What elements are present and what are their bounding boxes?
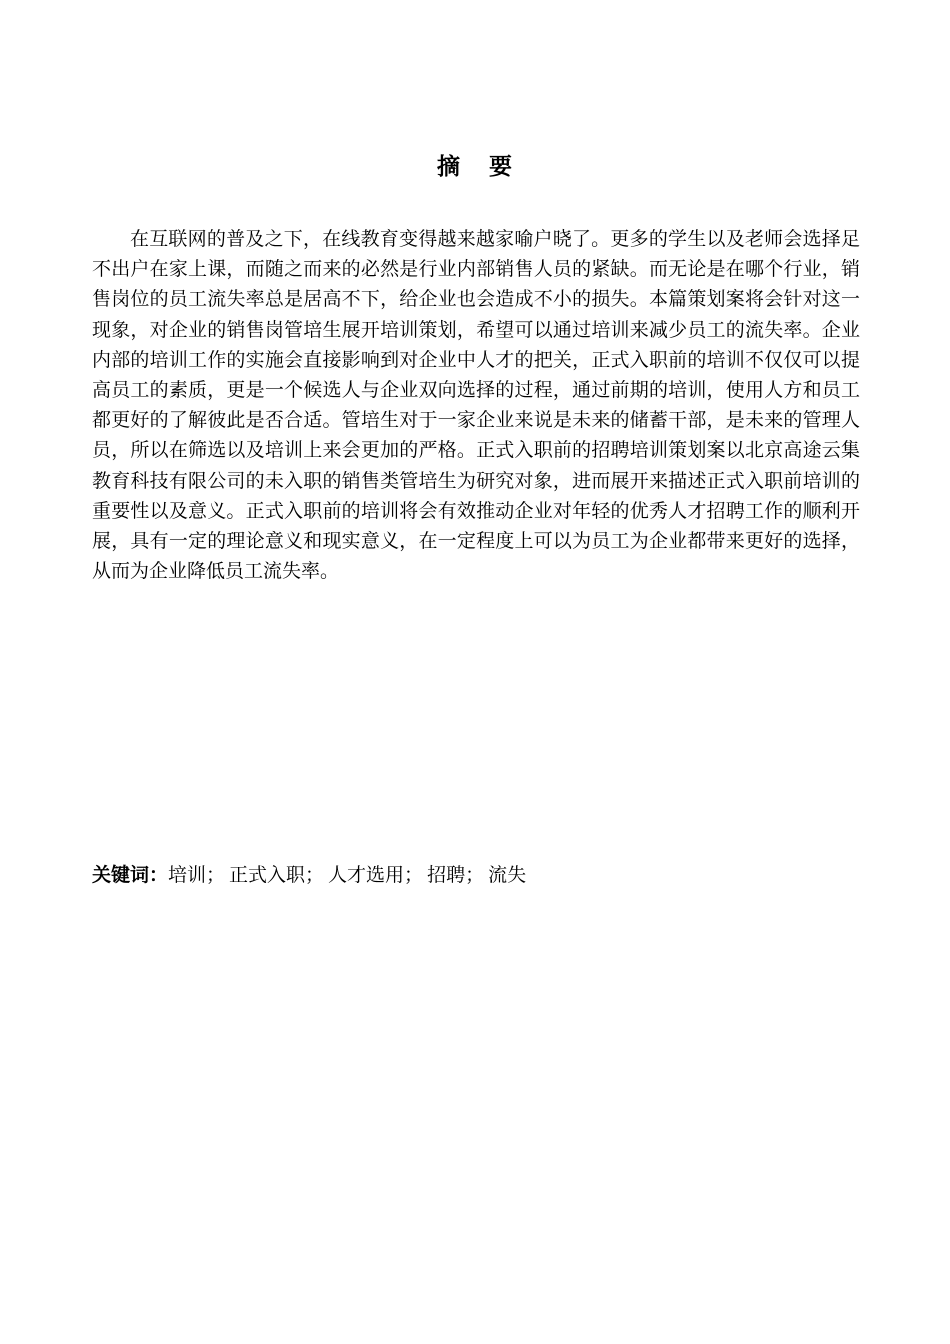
keyword-item: 培训； [168, 864, 226, 886]
keywords-label: 关键词： [92, 864, 169, 886]
keyword-item: 人才选用； [328, 864, 424, 886]
abstract-title-char-2: 要 [489, 154, 513, 180]
keyword-item: 流失 [488, 864, 527, 886]
keywords-line [92, 860, 860, 890]
abstract-title [0, 150, 950, 184]
keyword-item: 招聘； [427, 864, 485, 886]
abstract-title-char-1: 摘 [437, 154, 461, 180]
abstract-body: 在互联网的普及之下，在线教育变得越来越家喻户晓了。更多的学生以及老师会选择足不出户在家上课，而随之而来的必然是行业内部销售人员的紧缺。而无论是在哪个行业，销售岗位的员工流失率总是居高不下，给企业也会造成不小的损失。本篇策划案将会针对这一现象，对企业的销售岗管培生展开培训策划，希望可以通过培训来减少员工的流失率。企业内部的培训工作的实施会直接影响到对企业中人才的把关，正式入职前的培训不仅仅可以提高员工的素质，更是一个候选人与企业双向选择的过程，通过前期的培训，使用人方和员工都更好的了解彼此是否合适。管培生对于一家企业来说是未来的储蓄干部，是未来的管理人员，所以在筛选以及培训上来会更加的严格。正式入职前的招聘培训策划案以北京高途云集教育科技有限公司的未入职的销售类管培生为研究对象，进而展开来描述正式入职前培训的重要性以及意义。正式入职前的培训将会有效推动企业对年轻的优秀人才招聘工作的顺利开展，具有一定的理论意义和现实意义，在一定程度上可以为员工为企业都带来更好的选择，从而为企业降低员工流失率。 [92, 228, 860, 583]
keyword-item: 正式入职； [229, 864, 325, 886]
